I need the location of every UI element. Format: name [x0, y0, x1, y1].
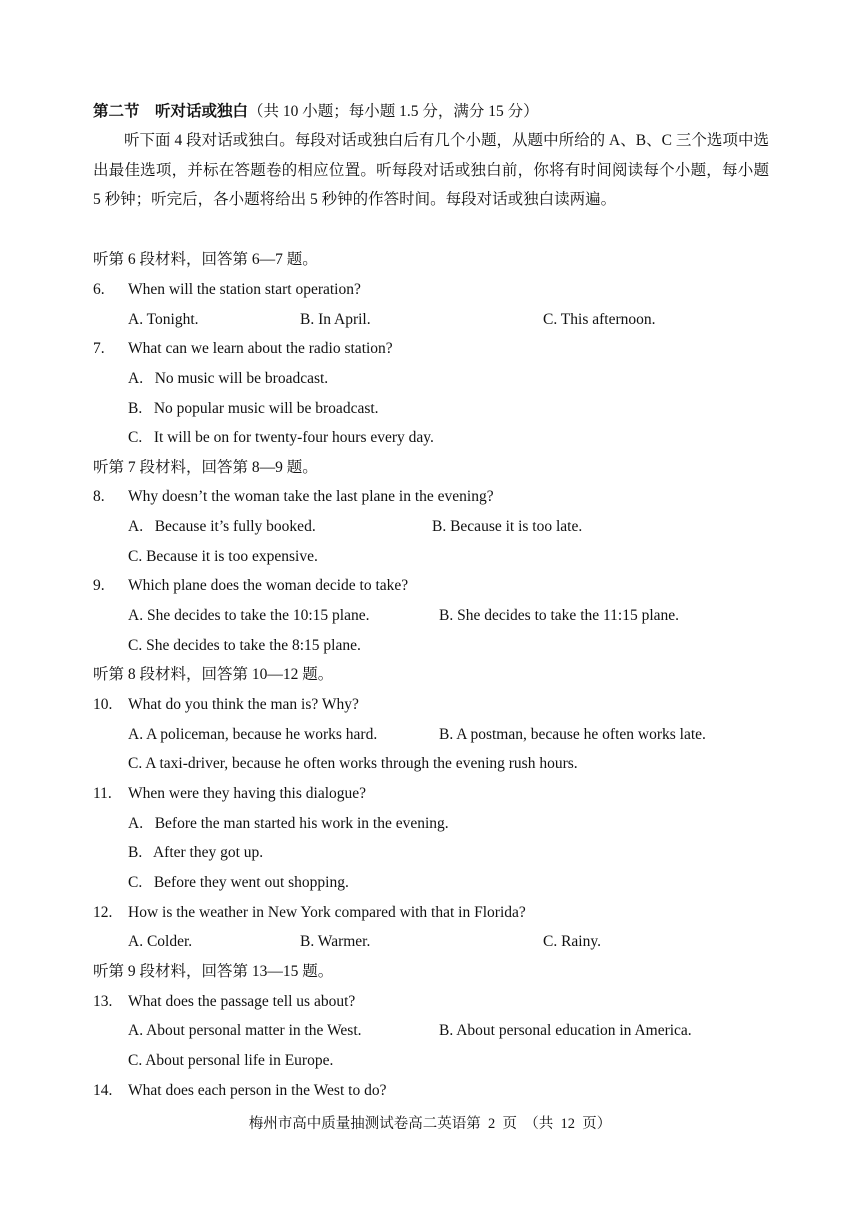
page-footer: 梅州市高中质量抽测试卷高二英语第 2 页 （共 12 页）	[248, 1116, 612, 1132]
option-c: C. About personal life in Europe.	[128, 1052, 334, 1069]
question-number: 8.	[93, 488, 105, 505]
option-a: A. Before the man started his work in the evening.	[128, 815, 449, 832]
option-c: C. A taxi-driver, because he often works through the evening rush hours.	[128, 755, 578, 772]
question-text: When will the station start operation?	[128, 281, 361, 298]
option-c: C. Because it is too expensive.	[128, 548, 318, 565]
option-a: A. Because it’s fully booked.	[128, 518, 316, 535]
group-label: 听第 8 段材料，回答第 10—12 题。	[93, 666, 334, 683]
option-a: A. Colder.	[128, 933, 193, 950]
section-note: （共 10 小题；每小题 1.5 分，满分 15 分）	[248, 103, 539, 120]
question-text: How is the weather in New York compared with that in Florida?	[128, 904, 526, 921]
question-text: Why doesn’t the woman take the last plane in the evening?	[128, 488, 494, 505]
option-c: C. It will be on for twenty-four hours every day.	[128, 429, 434, 446]
option-b: B. In April.	[300, 311, 371, 328]
option-b: B. Warmer.	[300, 933, 371, 950]
group-label: 听第 7 段材料，回答第 8—9 题。	[93, 459, 318, 476]
question-number: 13.	[93, 993, 113, 1010]
option-a: A. No music will be broadcast.	[128, 370, 329, 387]
question-text: What does the passage tell us about?	[128, 993, 356, 1010]
option-a: A. A policeman, because he works hard.	[128, 726, 378, 743]
question-number: 10.	[93, 696, 113, 713]
section-heading	[93, 97, 539, 127]
option-c: C. She decides to take the 8:15 plane.	[128, 637, 361, 654]
option-a: A. About personal matter in the West.	[128, 1022, 362, 1039]
question-text: What do you think the man is? Why?	[128, 696, 359, 713]
section-instructions: 听下面 4 段对话或独白。每段对话或独白后有几个小题，从题中所给的 A、B、C 三个选项中选出最佳选项，并标在答题卷的相应位置。听每段对话或独白前，你将有时间阅读每个小题，每小题 5 秒钟；听完后，各小题将给出 5 秒钟的作答时间。每段对话或独白读两遍。	[93, 132, 769, 209]
question-text: When were they having this dialogue?	[128, 785, 367, 802]
option-c: C. This afternoon.	[543, 311, 656, 328]
question-number: 6.	[93, 281, 105, 298]
option-b: B. No popular music will be broadcast.	[128, 400, 379, 417]
question-number: 9.	[93, 577, 105, 594]
question-text: What can we learn about the radio station?	[128, 340, 393, 357]
question-text: Which plane does the woman decide to take?	[128, 577, 409, 594]
option-c: C. Before they went out shopping.	[128, 874, 349, 891]
group-label: 听第 9 段材料，回答第 13—15 题。	[93, 963, 334, 980]
question-number: 11.	[93, 785, 112, 802]
option-b: B. A postman, because he often works late.	[439, 726, 706, 743]
question-number: 7.	[93, 340, 105, 357]
question-number: 12.	[93, 904, 113, 921]
option-a: A. She decides to take the 10:15 plane.	[128, 607, 370, 624]
group-label: 听第 6 段材料，回答第 6—7 题。	[93, 251, 318, 268]
option-c: C. Rainy.	[543, 933, 601, 950]
option-b: B. Because it is too late.	[432, 518, 583, 535]
section-title: 第二节 听对话或独白	[93, 103, 249, 120]
question-text: What does each person in the West to do?	[128, 1082, 387, 1099]
option-a: A. Tonight.	[128, 311, 199, 328]
option-b: B. She decides to take the 11:15 plane.	[439, 607, 680, 624]
question-number: 14.	[93, 1082, 113, 1099]
option-b: B. After they got up.	[128, 844, 264, 861]
option-b: B. About personal education in America.	[439, 1022, 692, 1039]
